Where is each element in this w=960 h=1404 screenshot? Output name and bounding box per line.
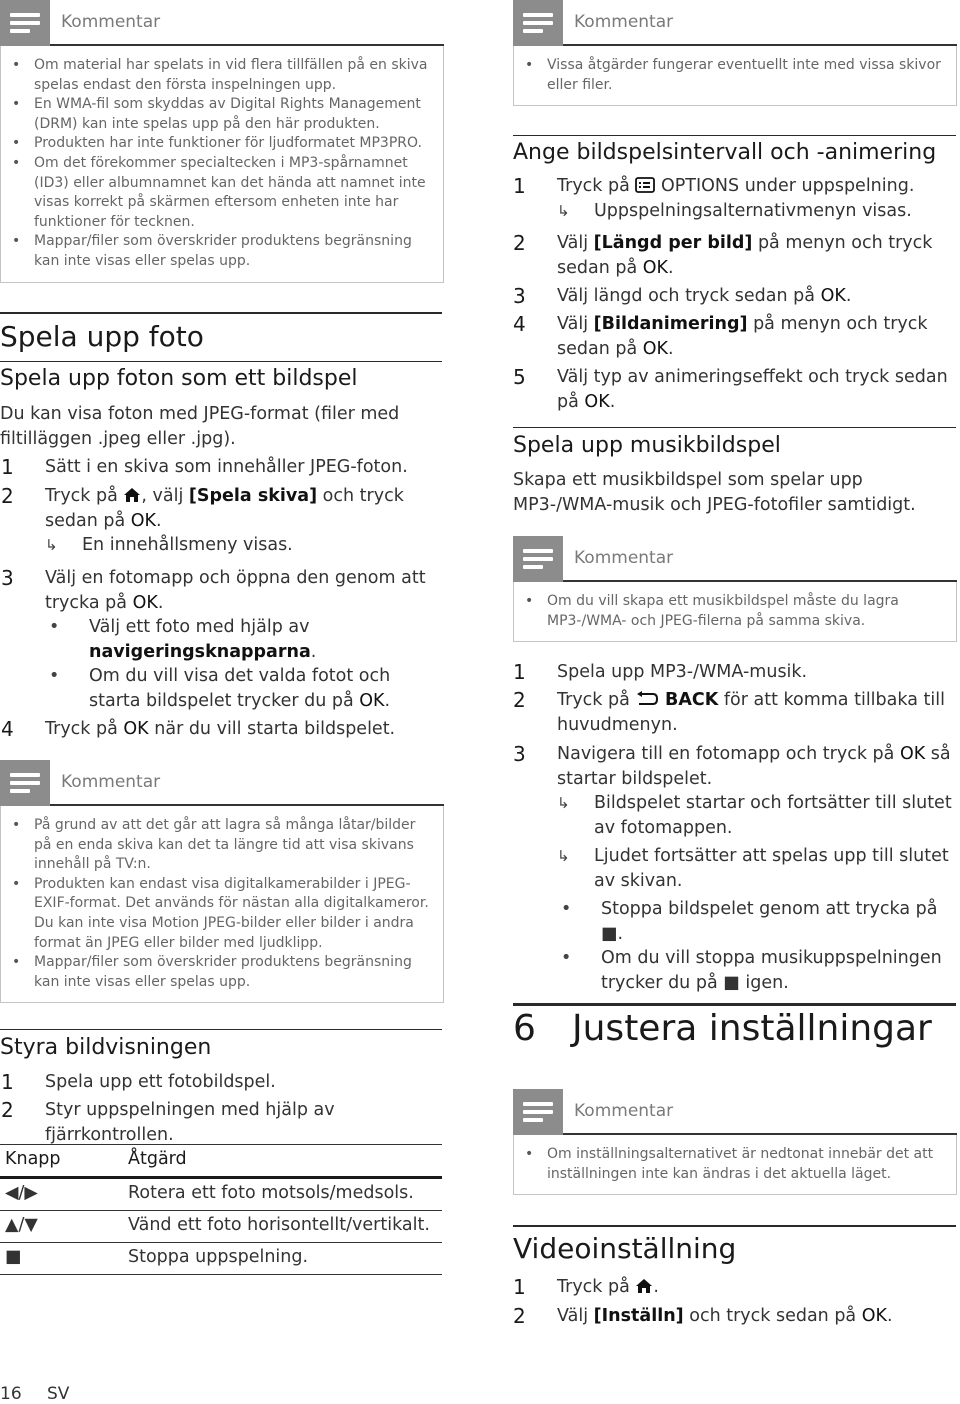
step-4: 4 Välj [Bildanimering] på menyn och tryck sedan på OK. [513, 312, 928, 359]
subsection-rule [513, 427, 956, 428]
step-5: 5 Välj typ av animeringseffekt och tryck sedan på OK. [513, 365, 948, 412]
ok-key: OK [642, 338, 669, 359]
step-bullet: • Om du vill visa det valda fotot och starta bildspelet trycker du på OK. [45, 664, 445, 713]
ok-key: OK [123, 719, 149, 739]
divider [50, 804, 444, 806]
step-number: 1 [1, 455, 14, 479]
note-title: Kommentar [61, 772, 161, 792]
note-item: • Produkten har inte funktioner för ljudformatet MP3PRO. [34, 134, 435, 154]
menu-option: [Bildanimering] [593, 314, 748, 334]
subsection-heading: Ange bildspelsintervall och -animering [513, 140, 937, 165]
step-number: 1 [1, 1070, 14, 1094]
menu-option: [Längd per bild] [593, 233, 753, 253]
section-rule [0, 312, 442, 314]
section-rule [513, 1225, 956, 1227]
language-code: SV [47, 1384, 70, 1404]
menu-option: [Spela skiva] [188, 486, 318, 506]
note-icon [513, 0, 563, 46]
step-result: ↳ Uppspelningsalternativmenyn visas. [557, 199, 957, 224]
subsection-rule [513, 135, 956, 136]
action-cell: Rotera ett foto motsols/medsols. [128, 1183, 414, 1203]
note-item: • Om det förekommer specialtecken i MP3-spårnamnet (ID3) eller albumnamnet kan det hända att namnet inte visas korrekt på skärmen eftersom enheten inte har funktioner för tecknen. [34, 154, 435, 232]
step-number: 2 [1, 1098, 14, 1122]
note-title: Kommentar [574, 1101, 674, 1121]
divider [563, 1133, 957, 1135]
chapter-title: Justera inställningar [572, 1008, 932, 1049]
key-cell: ◀/▶ [5, 1183, 38, 1203]
step-1 [1, 455, 445, 480]
note-icon [0, 0, 50, 46]
step-text: Sätt i en skiva som innehåller JPEG-foton. [45, 457, 408, 477]
divider [563, 580, 957, 582]
note-header [0, 0, 444, 46]
column-header: Åtgärd [128, 1149, 187, 1169]
step-number: 2 [513, 231, 526, 255]
note-box [0, 760, 444, 1003]
step-2: 2 Välj [Längd per bild] på menyn och tryck sedan på OK. [513, 231, 933, 278]
step-number: 5 [513, 365, 526, 389]
step-number: 1 [513, 660, 526, 684]
note-box [513, 1089, 957, 1195]
table-header [0, 1144, 442, 1179]
step-number: 2 [513, 688, 526, 712]
table-row [0, 1243, 442, 1275]
step-number: 2 [1, 484, 14, 508]
stop-icon: ■ [723, 972, 740, 993]
table-row [0, 1179, 442, 1211]
step-1: 1 Tryck på . [513, 1275, 659, 1299]
note-header [0, 760, 444, 806]
section-heading: Spela upp foto [0, 320, 204, 353]
step-bullet: • Stoppa bildspelet genom att trycka på ■. [557, 897, 957, 946]
step-3: 3 Välj längd och tryck sedan på OK. [513, 284, 852, 308]
step-result: ↳ Bildspelet startar och fortsätter till slutet av fotomappen. [557, 791, 957, 840]
note-header [513, 1089, 957, 1135]
step-2: 2 Tryck på , välj [Spela skiva] och tryck sedan på OK. ↳ En innehållsmeny visas. [45, 484, 445, 558]
step-result: ↳ En innehållsmeny visas. [45, 533, 445, 558]
note-item: • Mappar/filer som överskrider produktens begränsning kan inte visas eller spelas upp. [34, 953, 435, 992]
page-number: 16 [0, 1384, 22, 1404]
options-icon [635, 177, 655, 193]
ok-key: OK [899, 744, 926, 764]
table-row [0, 1211, 442, 1243]
note-body [0, 806, 444, 1003]
stop-icon: ■ [601, 923, 618, 944]
note-title: Kommentar [61, 12, 161, 32]
chapter-rule [513, 1003, 956, 1006]
ok-key: OK [130, 510, 157, 531]
intro-text: Du kan visa foton med JPEG-format (filer med filtilläggen .jpeg eller .jpg). [0, 404, 400, 449]
section-heading: Videoinställning [513, 1232, 737, 1265]
step-3: 3 Välj en fotomapp och öppna den genom att trycka på OK. • Välj ett foto med hjälp av navigeringsknapparna. • Om du vill visa det valda fotot och starta bildspelet trycker du på OK. [45, 566, 445, 713]
note-item: • Om inställningsalternativet är nedtonat innebär det att inställningen inte kan ändras i det aktuella läget. [547, 1145, 948, 1184]
key-cell: ▲/▼ [5, 1215, 38, 1235]
subsection-heading: Spela upp musikbildspel [513, 433, 781, 458]
chapter-number: 6 [513, 1008, 536, 1049]
note-body [0, 46, 444, 283]
note-item: • Om du vill skapa ett musikbildspel måste du lagra MP3-/WMA- och JPEG-filerna på samma skiva. [547, 592, 948, 631]
step-1: 1 Spela upp ett fotobildspel. [1, 1070, 276, 1094]
key-cell: ■ [5, 1247, 22, 1267]
step-number: 4 [1, 717, 14, 741]
step-text: Tryck på [45, 486, 118, 506]
subsection-heading: Styra bildvisningen [0, 1035, 212, 1060]
subsection-rule [0, 361, 442, 362]
note-item: • På grund av att det går att lagra så många låtar/bilder på en enda skiva kan det ta längre tid att visa skivans innehåll på TV:n. [34, 816, 435, 875]
note-body [513, 582, 957, 642]
ok-key: OK [584, 391, 610, 412]
note-box [513, 536, 957, 642]
step-2: 2 Styr uppspelningen med hjälp av fjärrkontrollen. [1, 1098, 335, 1145]
note-box [513, 0, 957, 106]
step-2: 2 Välj [Inställn] och tryck sedan på OK. [513, 1304, 893, 1328]
step-1: 1 Spela upp MP3-/WMA-musik. [513, 660, 808, 684]
step-bullet: • Välj ett foto med hjälp av navigeringsknapparna. [45, 615, 445, 664]
ok-key: OK [820, 286, 846, 306]
step-number: 3 [513, 284, 526, 308]
note-body [513, 46, 957, 106]
step-3: 3 Navigera till en fotomapp och tryck på OK så startar bildspelet. ↳ Bildspelet startar och fortsätter till slutet av fotomappen. ↳ Ljudet fortsätter att spelas upp till slutet av skivan. • Stoppa bildspelet genom att trycka på ■. • Om du vill stoppa musikuppspelningen trycker du på ■ igen. [557, 742, 957, 995]
note-icon [513, 536, 563, 582]
ok-key: OK [132, 592, 158, 613]
step-4: 4 Tryck på OK när du vill starta bildspelet. [1, 717, 396, 741]
intro-text: Skapa ett musikbildspel som spelar upp MP3-/WMA-musik och JPEG-fotofiler samtidigt. [513, 470, 916, 515]
step-result: ↳ Ljudet fortsätter att spelas upp till slutet av skivan. [557, 844, 957, 893]
note-box [0, 0, 444, 283]
action-cell: Vänd ett foto horisontellt/vertikalt. [128, 1215, 430, 1235]
divider [50, 44, 444, 46]
home-icon [635, 1278, 653, 1294]
step-1: 1 Tryck på OPTIONS under uppspelning. ↳ Uppspelningsalternativmenyn visas. [557, 174, 957, 223]
back-key: BACK [664, 690, 719, 710]
divider [563, 44, 957, 46]
step-number: 4 [513, 312, 526, 336]
home-icon [123, 487, 141, 503]
back-icon [635, 691, 659, 707]
step-number: 3 [513, 742, 526, 766]
note-item: • En WMA-fil som skyddas av Digital Rights Management (DRM) kan inte spelas upp på den här produkten. [34, 95, 435, 134]
step-2: 2 Tryck på BACK för att komma tillbaka till huvudmenyn. [513, 688, 945, 735]
note-icon [513, 1089, 563, 1135]
subsection-heading: Spela upp foton som ett bildspel [0, 366, 358, 391]
step-number: 3 [1, 566, 14, 590]
note-header [513, 0, 957, 46]
ok-key: OK [642, 257, 669, 278]
step-bullet: • Om du vill stoppa musikuppspelningen trycker du på ■ igen. [557, 946, 957, 995]
action-cell: Stoppa uppspelning. [128, 1247, 309, 1267]
note-title: Kommentar [574, 548, 674, 568]
note-body [513, 1135, 957, 1195]
step-number: 1 [513, 1275, 526, 1299]
note-icon [0, 760, 50, 806]
step-number: 2 [513, 1304, 526, 1328]
note-item: • Vissa åtgärder fungerar eventuellt inte med vissa skivor eller filer. [547, 56, 948, 95]
controls-table [0, 1144, 442, 1275]
column-header: Knapp [5, 1149, 61, 1169]
note-item: • Om material har spelats in vid flera tillfällen på en skiva spelas endast den första inspelningen upp. [34, 56, 435, 95]
note-item: • Mappar/filer som överskrider produktens begränsning kan inte visas eller spelas upp. [34, 232, 435, 271]
note-title: Kommentar [574, 12, 674, 32]
note-item: • Produkten kan endast visa digitalkamerabilder i JPEG-EXIF-format. Det används för nästan alla digitalkameror. Du kan inte visa Motion JPEG-bilder eller bilder i andra format än JPEG eller bilder med ljudklipp. [34, 875, 435, 953]
step-number: 1 [513, 174, 526, 198]
subsection-rule [0, 1029, 442, 1030]
menu-option: [Inställn] [593, 1306, 684, 1326]
ok-key: OK [861, 1306, 887, 1326]
note-header [513, 536, 957, 582]
